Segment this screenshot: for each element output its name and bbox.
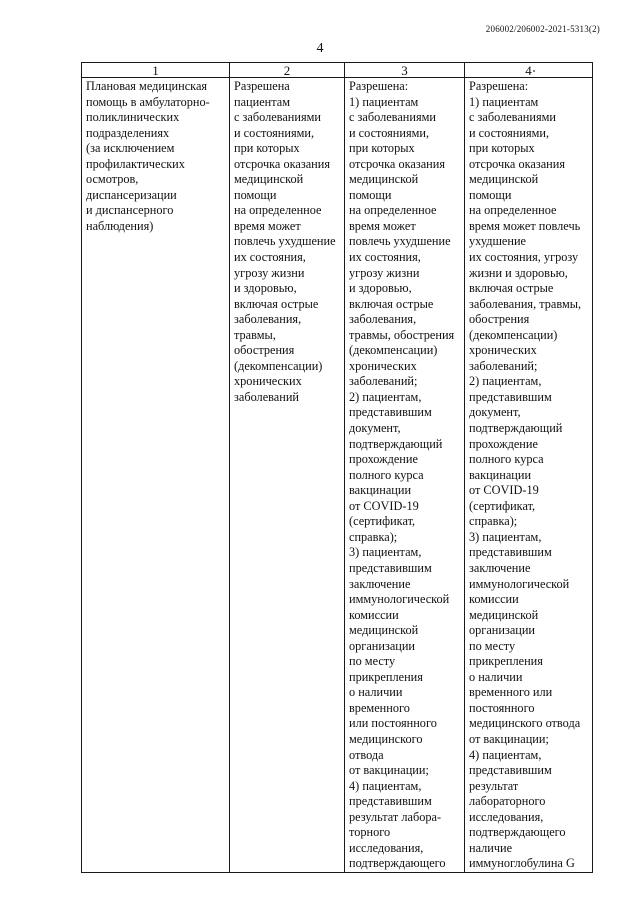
cell-text-line: помощи: [234, 187, 277, 202]
column-header-4: 4: [465, 63, 593, 78]
cell-text-line: заболеваний;: [469, 358, 538, 373]
cell-text-line: от вакцинации;: [349, 763, 429, 778]
cell-text-line: медицинской: [234, 172, 304, 187]
table-header-row: [82, 63, 593, 78]
cell-text-line: хронических: [234, 374, 302, 389]
cell-text-line: временного или: [469, 685, 553, 700]
cell-text-line: диспансеризации: [86, 187, 177, 202]
cell-text-line: 2) пациентам,: [469, 374, 542, 389]
cell-text-line: угрозу жизни: [234, 265, 305, 280]
cell-text-line: ухудшение: [469, 234, 527, 249]
cell-text-line: представившим: [349, 560, 432, 575]
cell-text-line: отвода: [349, 747, 384, 762]
cell-text-line: вакцинации: [469, 467, 532, 482]
cell-text-line: временного: [349, 700, 410, 715]
cell-text-line: угрозу жизни: [349, 265, 420, 280]
cell-text-line: жизни и здоровью,: [469, 265, 568, 280]
cell-text-line: повлечь ухудшение: [234, 234, 336, 249]
cell-text-line: от вакцинации;: [469, 731, 549, 746]
cell-text-line: подтверждающий: [349, 436, 443, 451]
cell-access-condition-3: [345, 78, 465, 873]
cell-medical-care-type: [82, 78, 230, 873]
cell-text-line: пациентам: [234, 94, 291, 109]
cell-text-line: вакцинации: [349, 483, 412, 498]
cell-text-line: заболеваний;: [349, 374, 418, 389]
cell-text-line: прохождение: [349, 452, 418, 467]
cell-text-line: подтверждающего: [469, 825, 566, 840]
cell-text-line: помощи: [349, 187, 392, 202]
cell-text-line: исследования,: [349, 840, 424, 855]
cell-text-line: наличие: [469, 840, 513, 855]
cell-text-line: медицинской: [469, 172, 539, 187]
cell-text-line: и состояниями,: [469, 125, 550, 140]
cell-text-line: хронических: [349, 358, 417, 373]
cell-text-line: представившим: [469, 763, 552, 778]
cell-text-line: прикрепления: [469, 654, 543, 669]
cell-text-line: 3) пациентам,: [469, 529, 542, 544]
cell-text-line: или постоянного: [349, 716, 437, 731]
cell-text-line: помощь в амбулаторно-: [86, 94, 210, 109]
cell-text-line: наблюдения): [86, 218, 154, 233]
cell-text-line: их состояния,: [349, 250, 421, 265]
cell-text-line: обострения: [469, 312, 530, 327]
cell-text-line: комиссии: [469, 592, 519, 607]
cell-access-condition-4: [465, 78, 593, 873]
cell-text-line: 1) пациентам: [469, 94, 539, 109]
cell-text-line: полного курса: [349, 467, 424, 482]
cell-text-line: (декомпенсации): [234, 358, 323, 373]
cell-text-line: включая острые: [349, 296, 434, 311]
cell-text-line: на определенное: [349, 203, 437, 218]
cell-text-line: результат: [469, 778, 519, 793]
cell-text-line: справка);: [469, 514, 518, 529]
cell-text-line: хронических: [469, 343, 537, 358]
cell-text-line: обострения: [234, 343, 295, 358]
cell-text-line: профилактических: [86, 156, 185, 171]
cell-text-line: Разрешена:: [469, 79, 529, 93]
cell-text-line: прохождение: [469, 436, 538, 451]
cell-text-line: медицинского отвода: [469, 716, 581, 731]
cell-text-line: с заболеваниями: [349, 110, 436, 125]
cell-text-line: представившим: [469, 389, 552, 404]
cell-text-line: включая острые: [234, 296, 319, 311]
cell-text-line: документ,: [349, 421, 401, 436]
cell-text-line: результат лабора-: [349, 809, 442, 824]
cell-text-line: 4) пациентам,: [349, 778, 422, 793]
cell-text-line: и состояниями,: [234, 125, 315, 140]
cell-text-line: о наличии: [349, 685, 403, 700]
cell-text-line: при которых: [349, 141, 415, 156]
cell-text-line: лабораторного: [469, 794, 546, 809]
cell-text-line: травмы,: [234, 327, 276, 342]
column-header-1: 1: [82, 63, 230, 78]
cell-text-line: поликлинических: [86, 110, 180, 125]
cell-text-line: 3) пациентам,: [349, 545, 422, 560]
cell-text-line: подтверждающий: [469, 421, 563, 436]
cell-text-line: помощи: [469, 187, 512, 202]
cell-text-line: торного: [349, 825, 391, 840]
cell-text-line: Разрешена:: [349, 79, 409, 93]
cell-text-line: включая острые: [469, 281, 554, 296]
cell-text-line: заболеваний: [234, 389, 299, 404]
cell-text-line: полного курса: [469, 452, 544, 467]
cell-text-line: и здоровью,: [349, 281, 412, 296]
cell-text-line: отсрочка оказания: [469, 156, 565, 171]
cell-text-line: осмотров,: [86, 172, 139, 187]
cell-text-line: с заболеваниями: [469, 110, 556, 125]
cell-text-line: иммунологической: [469, 576, 570, 591]
cell-text-line: медицинского: [349, 731, 423, 746]
cell-text-line: время может повлечь: [469, 218, 581, 233]
cell-text-line: Разрешена: [234, 79, 290, 93]
cell-text-line: прикрепления: [349, 669, 423, 684]
cell-text-line: 2) пациентам,: [349, 389, 422, 404]
cell-text-line: 1) пациентам: [349, 94, 419, 109]
cell-text-line: время может: [349, 218, 416, 233]
cell-text-line: травмы, обострения: [349, 327, 455, 342]
cell-text-line: заболевания,: [349, 312, 417, 327]
cell-text-line: Плановая медицинская: [86, 79, 208, 93]
column-header-2: 2: [230, 63, 345, 78]
cell-text-line: заболевания, травмы,: [469, 296, 582, 311]
cell-text-line: исследования,: [469, 809, 544, 824]
cell-text-line: организации: [349, 638, 416, 653]
cell-text-line: от COVID-19: [469, 483, 539, 498]
cell-text-line: при которых: [469, 141, 535, 156]
cell-text-line: с заболеваниями: [234, 110, 321, 125]
cell-text-line: заболевания,: [234, 312, 302, 327]
cell-text-line: организации: [469, 623, 536, 638]
cell-text-line: (декомпенсации): [469, 327, 558, 342]
table-row: [82, 78, 593, 873]
cell-text-line: и состояниями,: [349, 125, 430, 140]
cell-text-line: постоянного: [469, 700, 535, 715]
cell-text-line: медицинской: [469, 607, 539, 622]
cell-text-line: медицинской: [349, 623, 419, 638]
cell-text-line: повлечь ухудшение: [349, 234, 451, 249]
cell-text-line: отсрочка оказания: [234, 156, 330, 171]
cell-text-line: (сертификат,: [469, 498, 536, 513]
cell-access-condition-2: [230, 78, 345, 873]
cell-text-line: документ,: [469, 405, 521, 420]
cell-text-line: о наличии: [469, 669, 523, 684]
document-registration-number: 206002/206002-2021-5313(2): [485, 24, 600, 34]
cell-text-line: их состояния,: [234, 250, 306, 265]
cell-text-line: иммуноглобулина G: [469, 856, 575, 871]
cell-text-line: отсрочка оказания: [349, 156, 445, 171]
page-number: 4: [316, 41, 324, 56]
cell-text-line: и здоровью,: [234, 281, 297, 296]
cell-text-line: иммунологической: [349, 592, 450, 607]
cell-text-line: справка);: [349, 529, 398, 544]
cell-text-line: представившим: [349, 794, 432, 809]
cell-text-line: подтверждающего: [349, 856, 446, 871]
cell-text-line: и диспансерного: [86, 203, 174, 218]
cell-text-line: на определенное: [234, 203, 322, 218]
cell-text-line: заключение: [349, 576, 411, 591]
cell-text-line: представившим: [469, 545, 552, 560]
cell-text-line: 4) пациентам,: [469, 747, 542, 762]
cell-text-line: заключение: [469, 560, 531, 575]
cell-text-line: (декомпенсации): [349, 343, 438, 358]
cell-text-line: время может: [234, 218, 301, 233]
cell-text-line: по месту: [469, 638, 516, 653]
cell-text-line: на определенное: [469, 203, 557, 218]
regulation-table: [81, 62, 593, 873]
cell-text-line: (сертификат,: [349, 514, 416, 529]
cell-text-line: (за исключением: [86, 141, 175, 156]
column-header-3: 3: [345, 63, 465, 78]
cell-text-line: подразделениях: [86, 125, 170, 140]
cell-text-line: от COVID-19: [349, 498, 419, 513]
cell-text-line: их состояния, угрозу: [469, 250, 579, 265]
cell-text-line: при которых: [234, 141, 300, 156]
cell-text-line: медицинской: [349, 172, 419, 187]
cell-text-line: комиссии: [349, 607, 399, 622]
cell-text-line: по месту: [349, 654, 396, 669]
cell-text-line: представившим: [349, 405, 432, 420]
